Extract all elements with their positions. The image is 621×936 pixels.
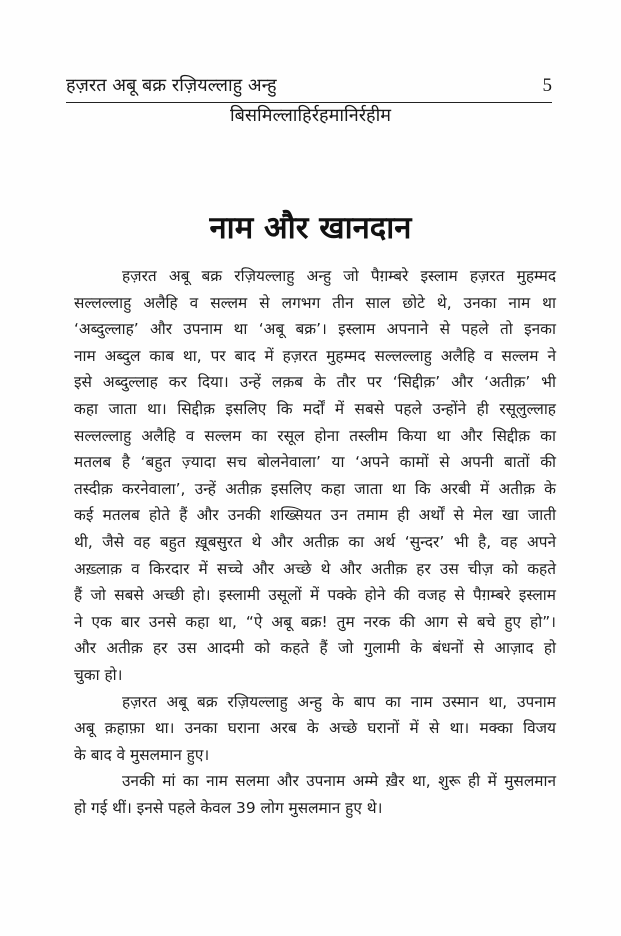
text-line: मतलब है ‘बहुत ज़्यादा सच बोलनेवाला’ या ‘अपने कामों से अपनी बातों की bbox=[74, 453, 556, 472]
page-number: 5 bbox=[542, 75, 552, 96]
text-line: अख़्लाक़ व किरदार में सच्चे और अच्छे थे और अतीक़ हर उस चीज़ को कहते bbox=[74, 559, 556, 578]
text-line: तस्दीक़ करनेवाला’, उन्हें अतीक़ इसलिए कहा जाता था कि अरबी में अतीक़ के bbox=[74, 479, 556, 498]
running-title: हज़रत अबू बक्र रज़ियल्लाहु अन्हु bbox=[66, 75, 277, 96]
text-line: ने एक बार उनसे कहा था, “ऐ अबू बक्र! तुम नरक की आग से बचे हुए हो”। bbox=[74, 612, 556, 631]
text-line: उनकी मां का नाम सलमा और उपनाम अम्मे ख़ैर था, शुरू ही में मुसलमान bbox=[122, 772, 556, 791]
text-line: ‘अब्दुल्लाह’ और उपनाम था ‘अबू बक्र’। इस्लाम अपनाने से पहले तो इनका bbox=[74, 320, 556, 339]
text-line: के बाद वे मुसलमान हुए। bbox=[74, 745, 210, 764]
text-line: अबू क़हाफ़ा था। उनका घराना अरब के अच्छे घरानों में से था। मक्का विजय bbox=[74, 719, 556, 738]
text-line: चुका हो। bbox=[74, 665, 123, 684]
bismillah-heading: बिसमिल्लाहिर्रहमानिर्रहीम bbox=[229, 105, 392, 126]
text-line: हज़रत अबू बक्र रज़ियल्लाहु अन्हु जो पैग़म्बरे इस्लाम हज़रत मुहम्मद bbox=[122, 267, 556, 285]
text-line: थी, जैसे वह बहुत ख़ूबसुरत थे और अतीक़ का अर्थ ‘सुन्दर’ भी है, वह अपने bbox=[74, 532, 556, 551]
text-line: नाम अब्दुल काब था, पर बाद में हज़रत मुहम्मद सल्लल्लाहु अलैहि व सल्लम ने bbox=[74, 346, 556, 365]
text-line: हैं जो सबसे अच्छी हो। इस्लामी उसूलों में पक्के होने की वजह से पैग़म्बरे इस्लाम bbox=[74, 586, 556, 605]
text-line: इसे अब्दुल्लाह कर दिया। उन्हें लक़ब के तौर पर ‘सिद्दीक़’ और ‘अतीक़’ भी bbox=[74, 373, 556, 392]
text-line: कई मतलब होते हैं और उनकी शख्सियत उन तमाम ही अर्थों से मेल खा जाती bbox=[74, 506, 556, 525]
text-line: कहा जाता था। सिद्दीक़ इसलिए कि मर्दों में सबसे पहले उन्होंने ही रसूलुल्लाह bbox=[74, 399, 556, 418]
text-line: हो गई थीं। इनसे पहले केवल 39 लोग मुसलमान हुए थे। bbox=[74, 798, 383, 817]
text-line: सल्लल्लाहु अलैहि व सल्लम से लगभग तीन साल छोटे थे, उनका नाम था bbox=[74, 293, 556, 312]
running-header bbox=[66, 72, 552, 103]
text-line: हज़रत अबू बक्र रज़ियल्लाहु अन्हु के बाप का नाम उस्मान था, उपनाम bbox=[122, 692, 556, 711]
text-line: और अतीक़ हर उस आदमी को कहते हैं जो गुलामी के बंधनों से आज़ाद हो bbox=[74, 639, 556, 658]
text-line: सल्लल्लाहु अलैहि व सल्लम का रसूल होना तस्लीम किया था और सिद्दीक़ का bbox=[74, 426, 556, 445]
chapter-title: नाम और खानदान bbox=[209, 210, 412, 246]
body-text bbox=[74, 263, 556, 821]
